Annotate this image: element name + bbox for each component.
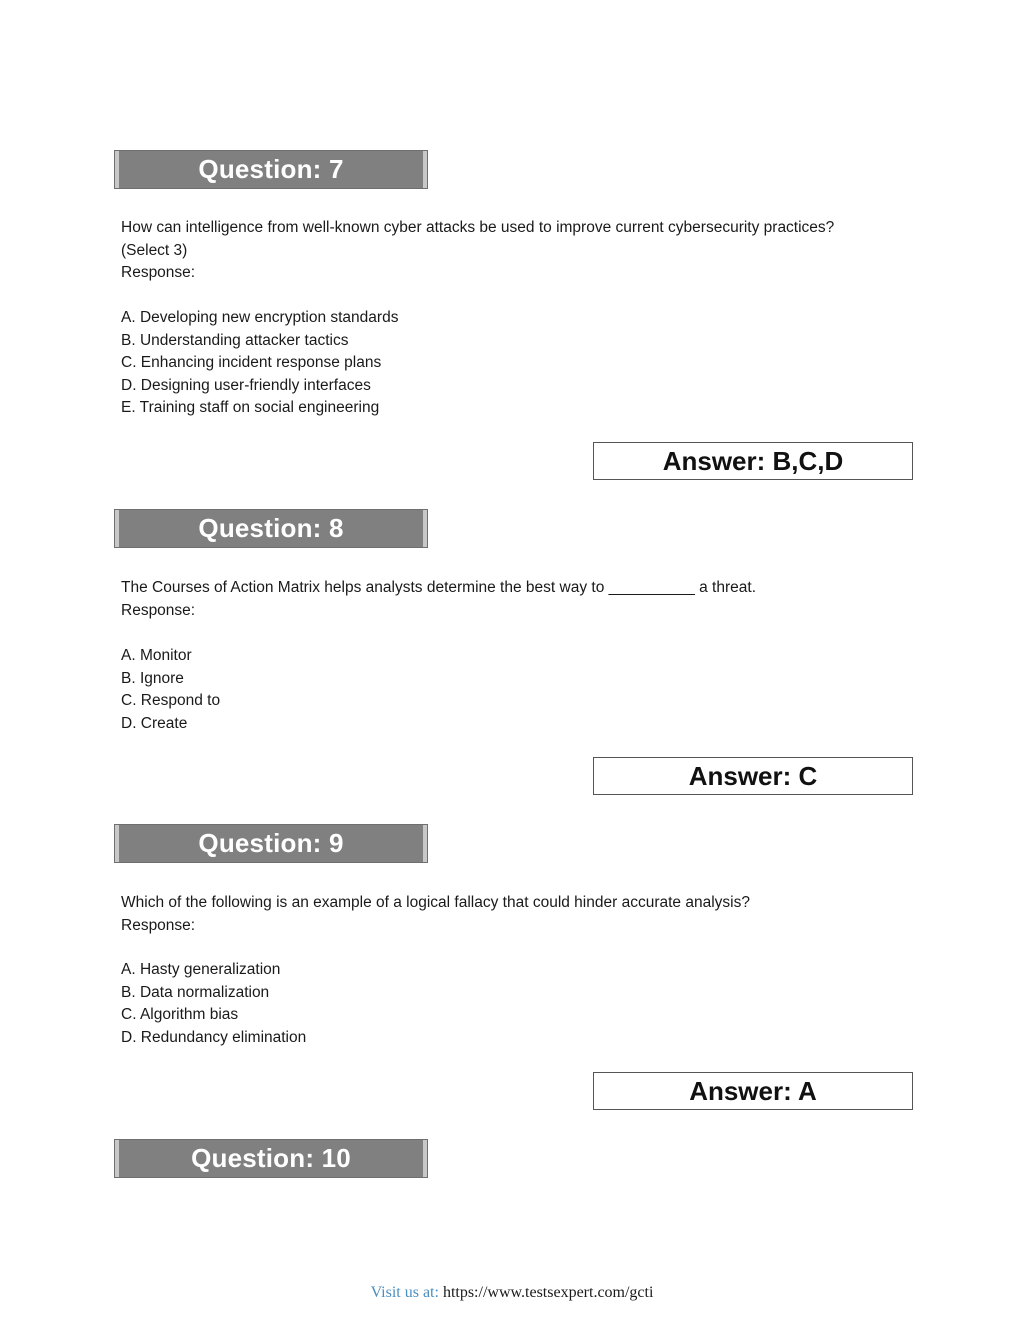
question-header xyxy=(115,1140,427,1177)
option-item: D. Redundancy elimination xyxy=(121,1028,307,1046)
option-item: C. Algorithm bias xyxy=(121,1006,239,1023)
answer-box xyxy=(593,1072,913,1110)
options-list xyxy=(121,645,721,735)
question-title: Question: 9 xyxy=(198,828,344,858)
options-list xyxy=(121,959,721,1049)
prompt-line: (Select 3) xyxy=(121,241,188,259)
option-item: B. Understanding attacker tactics xyxy=(121,331,349,349)
question-title: Question: 8 xyxy=(198,513,344,543)
answer-box xyxy=(593,442,913,480)
prompt-line: Response: xyxy=(121,264,196,281)
prompt-line: Which of the following is an example of a logical fallacy that could hinder accurate analysis? xyxy=(121,894,750,911)
prompt-line: How can intelligence from well-known cyber attacks be used to improve current cybersecurity practices? xyxy=(121,219,835,236)
question-header xyxy=(115,825,427,862)
option-item: B. Ignore xyxy=(121,669,184,687)
question-title: Question: 10 xyxy=(191,1143,351,1173)
footer-url-link[interactable]: https://www.testsexpert.com/gcti xyxy=(442,1284,654,1301)
answer-text: Answer: B,C,D xyxy=(662,445,844,476)
prompt-line: The Courses of Action Matrix helps analysts determine the best way to __________ a threat. xyxy=(121,579,757,596)
option-item: D. Designing user-friendly interfaces xyxy=(121,376,371,394)
options-list xyxy=(121,307,721,420)
prompt-line: Response: xyxy=(121,916,196,934)
option-item: A. Hasty generalization xyxy=(121,961,281,978)
footer-visit-label: Visit us at: xyxy=(370,1284,439,1301)
question-title: Question: 7 xyxy=(198,154,344,184)
question-header xyxy=(115,510,427,547)
page-footer xyxy=(0,1284,1024,1302)
answer-text: Answer: C xyxy=(688,760,818,791)
question-prompt xyxy=(121,892,921,937)
option-item: B. Data normalization xyxy=(121,983,270,1001)
question-prompt xyxy=(121,577,921,622)
question-header xyxy=(115,151,427,188)
answer-text: Answer: A xyxy=(689,1075,817,1106)
option-item: E. Training staff on social engineering xyxy=(121,399,380,416)
option-item: A. Developing new encryption standards xyxy=(121,309,399,326)
option-item: A. Monitor xyxy=(121,647,192,664)
prompt-line: Response: xyxy=(121,601,196,619)
answer-box xyxy=(593,757,913,795)
question-prompt xyxy=(121,217,921,285)
option-item: C. Enhancing incident response plans xyxy=(121,354,382,371)
option-item: D. Create xyxy=(121,714,188,732)
option-item: C. Respond to xyxy=(121,692,221,709)
